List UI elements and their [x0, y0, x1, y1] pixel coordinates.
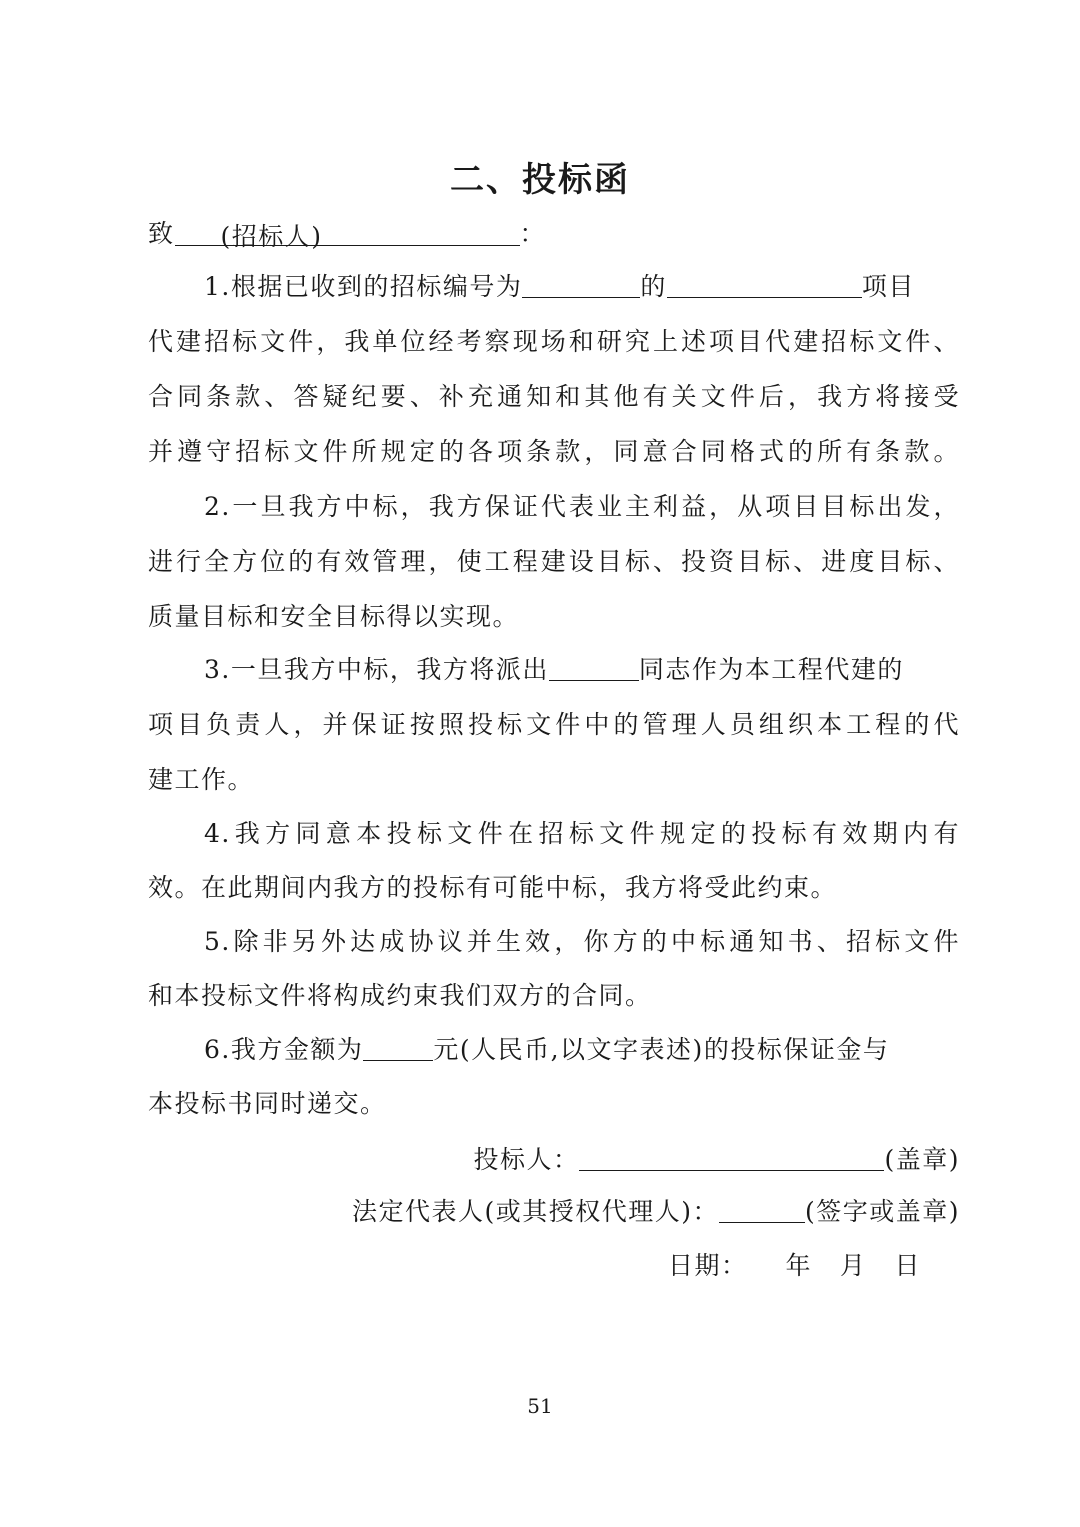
p6-text-b: 元(人民币,以文字表述)的投标保证金与 — [433, 1035, 890, 1064]
p4-line2: 效。在此期间内我方的投标有可能中标，我方将受此约束。 — [148, 873, 838, 902]
bidder-seal-blank[interactable] — [579, 1142, 884, 1171]
representative-suffix: (签字或盖章) — [804, 1197, 960, 1226]
p1-line1 — [148, 267, 960, 307]
person-name-blank[interactable] — [549, 652, 639, 681]
date-day: 日 — [894, 1251, 922, 1280]
date-label: 日期： — [668, 1251, 748, 1280]
tender-number-blank[interactable] — [522, 269, 640, 298]
p3-line2: 项目负责人，并保证按照投标文件中的管理人员组织本工程的代 — [148, 710, 960, 739]
p2-line2: 进行全方位的有效管理，使工程建设目标、投资目标、进度目标、 — [148, 547, 960, 576]
project-name-blank[interactable] — [667, 269, 862, 298]
p2-line1: 2.一旦我方中标，我方保证代表业主利益，从项目目标出发， — [204, 492, 960, 521]
addressee-prefix: 致 — [148, 219, 175, 248]
addressee-line — [148, 214, 960, 254]
p1-line4: 并遵守招标文件所规定的各项条款，同意合同格式的所有条款。 — [148, 437, 960, 466]
recipient-blank[interactable] — [175, 217, 520, 251]
p6-text-a: 6.我方金额为 — [204, 1035, 364, 1064]
p1-text-c: 项目 — [861, 272, 915, 301]
p3-line3: 建工作。 — [148, 765, 255, 794]
p4-line1: 4.我方同意本投标文件在招标文件规定的投标有效期内有 — [204, 819, 960, 848]
p1-text-a: 1.根据已收到的招标编号为 — [204, 272, 523, 301]
p1-line2: 代建招标文件，我单位经考察现场和研究上述项目代建招标文件、 — [148, 327, 960, 356]
p1-line3: 合同条款、答疑纪要、补充通知和其他有关文件后，我方将接受 — [148, 382, 960, 411]
representative-label: 法定代表人(或其授权代理人)： — [351, 1197, 719, 1226]
deposit-amount-blank[interactable] — [363, 1032, 433, 1061]
p2-line3: 质量目标和安全目标得以实现。 — [148, 602, 520, 631]
date-line — [668, 1246, 958, 1286]
p1-text-b: 的 — [640, 272, 667, 301]
page-number: 51 — [527, 1394, 553, 1418]
bidder-suffix: (盖章) — [884, 1145, 960, 1174]
p5-line2: 和本投标文件将构成约束我们双方的合同。 — [148, 981, 652, 1010]
p5-line1: 5.除非另外达成协议并生效，你方的中标通知书、招标文件 — [204, 927, 960, 956]
p3-text-b: 同志作为本工程代建的 — [638, 655, 904, 684]
date-month: 月 — [840, 1251, 867, 1280]
p6-line1 — [148, 1030, 960, 1070]
p3-text-a: 3.一旦我方中标，我方将派出 — [204, 655, 549, 684]
page-title: 二、投标函 — [450, 160, 630, 200]
bidder-label: 投标人： — [473, 1145, 580, 1174]
p6-line2: 本投标书同时递交。 — [148, 1089, 387, 1118]
addressee-colon: ： — [519, 219, 547, 248]
representative-signature-line — [148, 1192, 960, 1232]
date-year: 年 — [785, 1251, 813, 1280]
bidder-signature-line — [148, 1140, 960, 1180]
p3-line1 — [148, 650, 960, 690]
representative-sign-blank[interactable] — [719, 1194, 805, 1223]
recipient-placeholder: (招标人) — [220, 222, 323, 251]
